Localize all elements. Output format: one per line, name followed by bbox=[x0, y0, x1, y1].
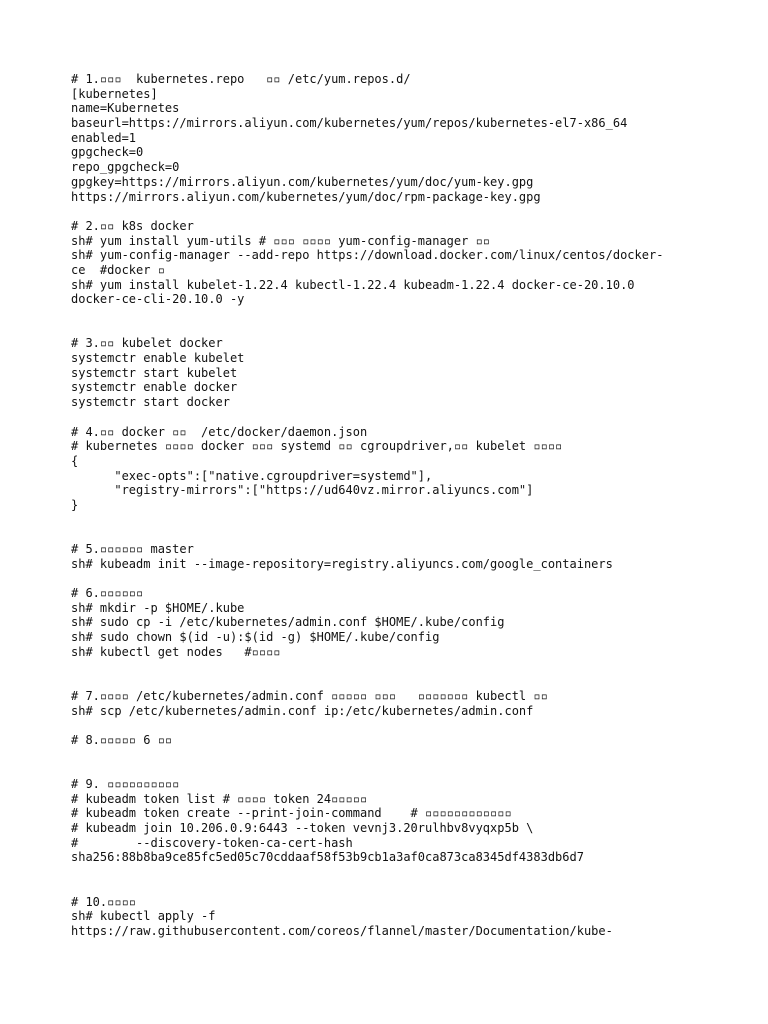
blank-line bbox=[71, 322, 751, 337]
text-line: docker-ce-cli-20.10.0 -y bbox=[71, 292, 245, 307]
text-line: sha256:88b8ba9ce85fc5ed05c70cddaaf58f53b9cb1a3af0ca873ca8345df4383db6d7 bbox=[71, 850, 584, 865]
text-line: "exec-opts":["native.cgroupdriver=systemd"], bbox=[71, 468, 433, 483]
text-line: # 7.▫▫▫▫ /etc/kubernetes/admin.conf ▫▫▫▫▫ ▫▫▫ ▫▫▫▫▫▫▫ kubectl ▫▫ bbox=[71, 688, 548, 703]
blank-line bbox=[71, 571, 751, 586]
text-line: https://mirrors.aliyun.com/kubernetes/yum/doc/rpm-package-key.gpg bbox=[71, 189, 541, 204]
text-line: # 3.▫▫ kubelet docker bbox=[71, 336, 223, 351]
text-line: repo_gpgcheck=0 bbox=[71, 160, 180, 175]
text-line: sh# kubeadm init --image-repository=registry.aliyuncs.com/google_containers bbox=[71, 556, 613, 571]
blank-line bbox=[71, 410, 751, 425]
text-line: sh# mkdir -p $HOME/.kube bbox=[71, 600, 245, 615]
text-line: gpgkey=https://mirrors.aliyun.com/kubernetes/yum/doc/yum-key.gpg bbox=[71, 174, 534, 189]
text-line: sh# sudo chown $(id -u):$(id -g) $HOME/.kube/config bbox=[71, 630, 440, 645]
text-line: "registry-mirrors":["https://ud640vz.mirror.aliyuncs.com"] bbox=[71, 483, 534, 498]
text-line: # 2.▫▫ k8s docker bbox=[71, 218, 194, 233]
text-line: sh# yum install kubelet-1.22.4 kubectl-1.22.4 kubeadm-1.22.4 docker-ce-20.10.0 bbox=[71, 277, 635, 292]
blank-line bbox=[71, 660, 751, 675]
text-line: sh# yum install yum-utils # ▫▫▫ ▫▫▫▫ yum-config-manager ▫▫ bbox=[71, 233, 491, 248]
text-line: # --discovery-token-ca-cert-hash bbox=[71, 835, 353, 850]
blank-line bbox=[71, 204, 751, 219]
text-line: # 4.▫▫ docker ▫▫ /etc/docker/daemon.json bbox=[71, 424, 368, 439]
blank-line bbox=[71, 674, 751, 689]
text-line: name=Kubernetes bbox=[71, 101, 180, 116]
text-line: baseurl=https://mirrors.aliyun.com/kubernetes/yum/repos/kubernetes-el7-x86_64 bbox=[71, 116, 628, 131]
blank-line bbox=[71, 762, 751, 777]
text-line: { bbox=[71, 453, 79, 468]
blank-line bbox=[71, 865, 751, 880]
text-line: sh# kubectl get nodes #▫▫▫▫ bbox=[71, 644, 281, 659]
text-line: # 1.▫▫▫ kubernetes.repo ▫▫ /etc/yum.repos.d/ bbox=[71, 72, 411, 86]
blank-line bbox=[71, 718, 751, 733]
document-page bbox=[71, 72, 751, 939]
text-line: # 10.▫▫▫▫ bbox=[71, 894, 137, 909]
blank-line bbox=[71, 748, 751, 763]
text-line: # kubeadm join 10.206.0.9:6443 --token vevnj3.20rulhbv8vyqxp5b \ bbox=[71, 821, 534, 836]
blank-line bbox=[71, 880, 751, 895]
text-line: gpgcheck=0 bbox=[71, 145, 144, 160]
text-line: [kubernetes] bbox=[71, 86, 158, 101]
text-line: ce #docker ▫ bbox=[71, 262, 165, 277]
text-line: systemctr start kubelet bbox=[71, 365, 238, 380]
text-line: sh# scp /etc/kubernetes/admin.conf ip:/etc/kubernetes/admin.conf bbox=[71, 703, 534, 718]
text-line: # kubeadm token list # ▫▫▫▫ token 24▫▫▫▫▫ bbox=[71, 791, 368, 806]
text-line: systemctr enable kubelet bbox=[71, 351, 245, 366]
text-line: # 8.▫▫▫▫▫ 6 ▫▫ bbox=[71, 732, 173, 747]
text-line: # 9. ▫▫▫▫▫▫▫▫▫▫ bbox=[71, 777, 180, 791]
text-line: # kubeadm token create --print-join-command # ▫▫▫▫▫▫▫▫▫▫▫▫ bbox=[71, 806, 512, 821]
blank-line bbox=[71, 307, 751, 322]
text-line: systemctr start docker bbox=[71, 395, 230, 410]
text-line: } bbox=[71, 497, 79, 512]
text-line: sh# sudo cp -i /etc/kubernetes/admin.conf $HOME/.kube/config bbox=[71, 615, 505, 630]
text-line: # 6.▫▫▫▫▫▫ bbox=[71, 586, 144, 601]
text-line: systemctr enable docker bbox=[71, 380, 238, 395]
text-line: # 5.▫▫▫▫▫▫ master bbox=[71, 542, 194, 556]
text-line: https://raw.githubusercontent.com/coreos/flannel/master/Documentation/kube- bbox=[71, 923, 613, 938]
text-line: sh# yum-config-manager --add-repo https://download.docker.com/linux/centos/docker- bbox=[71, 248, 664, 263]
text-line: enabled=1 bbox=[71, 130, 137, 145]
blank-line bbox=[71, 513, 751, 528]
text-line: # kubernetes ▫▫▫▫ docker ▫▫▫ systemd ▫▫ cgroupdriver,▫▫ kubelet ▫▫▫▫ bbox=[71, 439, 563, 454]
text-line: sh# kubectl apply -f bbox=[71, 909, 216, 924]
blank-line bbox=[71, 527, 751, 542]
